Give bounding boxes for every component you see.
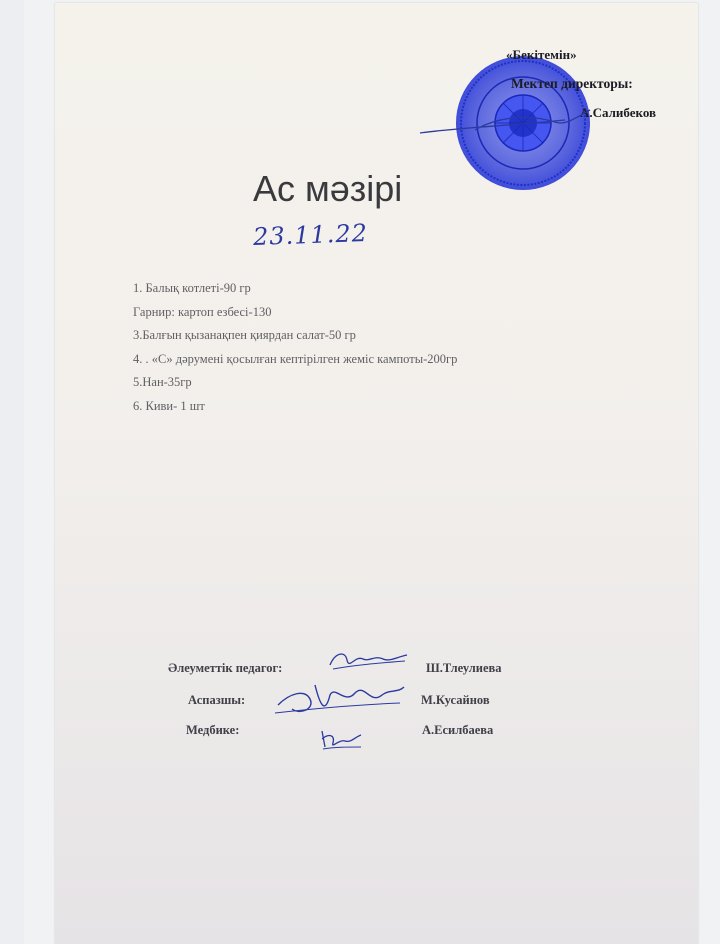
cook-role: Аспазшы:: [188, 693, 246, 707]
menu-item: 4. . «С» дәрумені қосылған кептірілген жеміс кампоты-200гр: [133, 351, 458, 366]
approval-label: «Бекітемін»: [506, 47, 577, 62]
nurse-role: Медбике:: [186, 723, 240, 737]
page-title: Ас мәзірі: [253, 168, 403, 209]
menu-item: 6. Киви- 1 шт: [133, 398, 205, 413]
cook-name: М.Кусайнов: [421, 693, 490, 707]
document-page: [55, 3, 698, 944]
social-pedagogue-role: Әлеуметтік педагог:: [168, 661, 283, 675]
director-position: Мектеп директоры:: [511, 76, 633, 91]
menu-item: 1. Балық котлеті-90 гр: [133, 281, 251, 295]
menu-list: [133, 277, 457, 419]
nurse-name: А.Есилбаева: [422, 723, 494, 737]
handwritten-date: 23.11.22: [252, 219, 369, 251]
background-strip: [0, 0, 24, 944]
cook-signature: [270, 675, 410, 725]
social-pedagogue-name: Ш.Тлеулиева: [426, 661, 502, 675]
menu-item: 5.Нан-35гр: [133, 375, 192, 390]
director-signature: [415, 98, 615, 148]
menu-item: Гарнир: картоп езбесі-130: [133, 304, 272, 319]
nurse-signature: [317, 725, 367, 753]
menu-item: 3.Балғын қызанақпен қиярдан салат-50 гр: [133, 328, 356, 343]
pedagogue-signature: [325, 645, 415, 675]
director-name: А.Салибеков: [580, 105, 657, 120]
